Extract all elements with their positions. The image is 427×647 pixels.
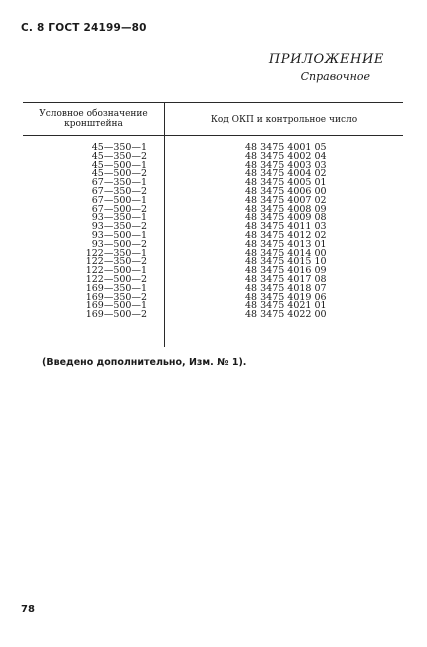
table-row (23, 282, 403, 294)
table-header-rule (23, 135, 403, 136)
bracket-code-table (23, 102, 403, 347)
bracket-designation: 45—350—1 (91, 142, 147, 153)
table-top-rule (23, 102, 403, 103)
table-body (23, 144, 403, 320)
bracket-designation: 67—350—2 (91, 185, 147, 197)
page-header: С. 8 ГОСТ 24199—80 (21, 22, 147, 34)
okp-code: 48 3475 4009 08 (245, 212, 327, 224)
bracket-designation: 93—500—2 (91, 238, 147, 250)
bracket-designation: 169—500—1 (85, 300, 147, 312)
bracket-designation: 67—500—1 (91, 194, 147, 206)
bracket-designation: 67—500—2 (91, 203, 147, 215)
table-row (23, 267, 403, 276)
okp-code: 48 3475 4003 03 (245, 159, 327, 171)
page-number: 78 (21, 604, 35, 615)
table-row (23, 238, 403, 250)
okp-code: 48 3475 4007 02 (245, 194, 327, 206)
table-row (23, 159, 403, 171)
appendix-subtitle: Справочное (300, 70, 370, 83)
okp-code: 48 3475 4011 03 (245, 221, 327, 233)
bracket-designation: 169—350—2 (85, 291, 147, 303)
appendix-title: ПРИЛОЖЕНИЕ (268, 52, 384, 67)
table-row (23, 144, 403, 153)
bracket-designation: 45—500—2 (91, 168, 147, 180)
table-row (23, 258, 403, 267)
amendment-note: (Введено дополнительно, Изм. № 1). (42, 357, 247, 368)
okp-code: 48 3475 4018 07 (245, 282, 327, 294)
bracket-designation: 122—500—2 (85, 273, 147, 285)
table-row (23, 185, 403, 197)
bracket-designation: 169—350—1 (85, 282, 147, 294)
okp-code: 48 3475 4006 00 (245, 185, 327, 197)
bracket-designation: 45—500—1 (91, 159, 147, 171)
bracket-designation: 45—350—2 (91, 150, 147, 162)
bracket-designation: 93—500—1 (91, 229, 147, 241)
table-row (23, 229, 403, 241)
okp-code: 48 3475 4019 06 (245, 291, 327, 303)
table-row (23, 203, 403, 215)
table-row (23, 273, 403, 285)
table-row (23, 291, 403, 303)
okp-code: 48 3475 4015 10 (245, 256, 327, 268)
okp-code: 48 3475 4016 09 (245, 265, 327, 277)
okp-code: 48 3475 4013 01 (245, 238, 327, 250)
column-header-okp-code: Код ОКП и контрольное число (210, 115, 358, 125)
table-row (23, 247, 403, 259)
okp-code: 48 3475 4017 08 (245, 273, 327, 285)
okp-code: 48 3475 4021 01 (245, 300, 327, 312)
column-header-designation: Условное обозначение кронштейна (39, 109, 148, 129)
bracket-designation: 122—500—1 (85, 265, 147, 277)
table-row (23, 214, 403, 223)
bracket-designation: 122—350—2 (85, 256, 147, 268)
bracket-designation: 93—350—1 (91, 212, 147, 224)
bracket-designation: 67—350—1 (91, 177, 147, 189)
okp-code: 48 3475 4005 01 (245, 177, 327, 189)
okp-code: 48 3475 4012 02 (245, 229, 327, 241)
okp-code: 48 3475 4008 09 (245, 203, 327, 215)
table-row (23, 194, 403, 206)
table-row (23, 302, 403, 311)
bracket-designation: 169—500—2 (85, 309, 147, 321)
table-row (23, 150, 403, 162)
okp-code: 48 3475 4002 04 (245, 150, 327, 162)
table-row (23, 170, 403, 179)
okp-code: 48 3475 4004 02 (245, 168, 327, 180)
table-row (23, 311, 403, 320)
table-row (23, 179, 403, 188)
bracket-designation: 93—350—2 (91, 221, 147, 233)
bracket-designation: 122—350—1 (85, 247, 147, 259)
okp-code: 48 3475 4022 00 (245, 309, 327, 321)
okp-code: 48 3475 4014 00 (245, 247, 327, 259)
table-row (23, 223, 403, 232)
okp-code: 48 3475 4001 05 (245, 142, 327, 153)
